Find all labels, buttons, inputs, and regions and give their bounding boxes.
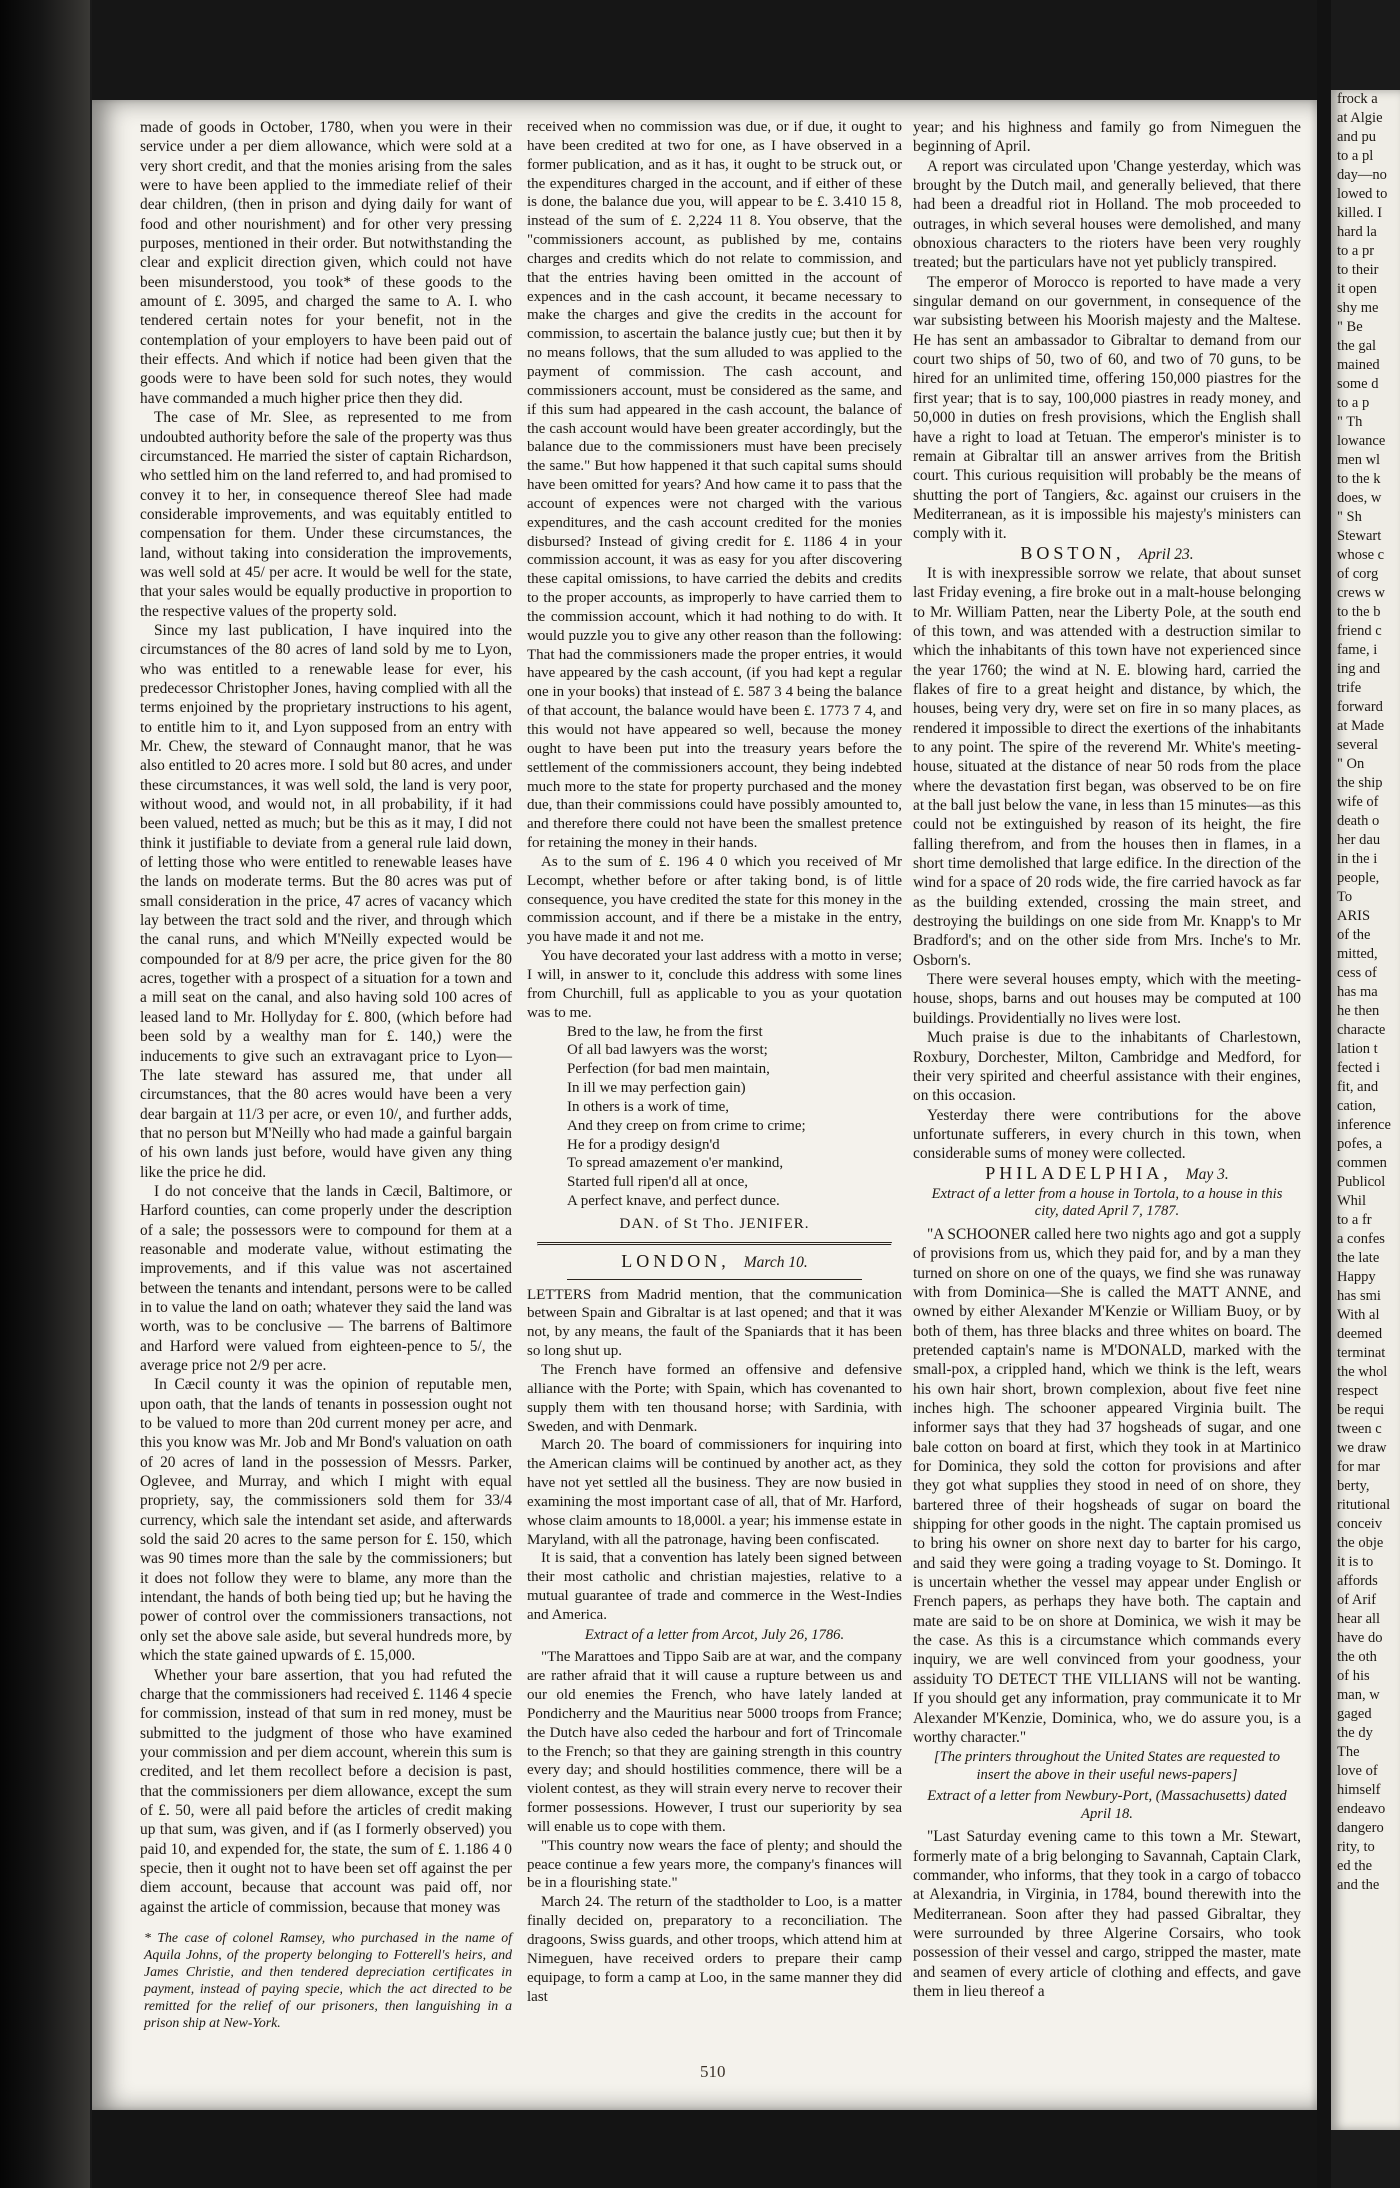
edge-text-fragment: respect	[1337, 1383, 1379, 1399]
edge-text-fragment: for mar	[1337, 1459, 1381, 1475]
paragraph: "The Marattoes and Tippo Saib are at war, and the company are rather afraid that it will cause a rupture between us and our old enemies the French, who have lately landed at Pondicherry and the Mauritius near 5000 troops from France; the Dutch have also ceded the harbour and fort of Trincomale to the French; so that they are gaining strength in this country every day; and should hostilities commence, there will be a violent contest, as they will strain every nerve to recover their former possessions. However, I trust our superiority by sea will enable us to cope with them.	[527, 1649, 902, 1835]
edge-text-fragment: fected i	[1337, 1060, 1381, 1076]
book-spine-shadow	[0, 0, 90, 2188]
edge-text-fragment: and the	[1337, 1877, 1380, 1893]
edge-text-fragment: lowed to	[1337, 186, 1388, 202]
paragraph: There were several houses empty, which with the meeting-house, shops, barns and out houses may be computed at 100 buildings. Providentially no lives were lost.	[913, 971, 1301, 1027]
edge-text-fragment: ARIS	[1337, 908, 1371, 924]
edge-text-fragment: pofes, a	[1337, 1136, 1383, 1152]
edge-text-fragment: fame, i	[1337, 642, 1378, 658]
section-rule	[537, 1242, 892, 1246]
edge-text-fragment: to a pr	[1337, 243, 1375, 259]
edge-text-fragment: wife of	[1337, 794, 1379, 810]
dateline-place: PHILADELPHIA,	[985, 1162, 1172, 1183]
edge-text-fragment: berty,	[1337, 1478, 1370, 1494]
edge-text-fragment: has ma	[1337, 984, 1378, 1000]
paragraph: It is said, that a convention has lately been signed between their most catholic and christian majesties, relative to a mutual guarantee of trade and commerce in the West-Indies and America.	[527, 1550, 902, 1623]
dateline-place: BOSTON,	[1020, 542, 1125, 563]
edge-text-fragment: a confes	[1337, 1231, 1385, 1247]
edge-text-fragment: it is to	[1337, 1554, 1374, 1570]
paragraph: "This country now wears the face of plenty; and should the peace continue a few years more, the company's finances will be in a flourishing state."	[527, 1837, 902, 1892]
verse-line: He for a prodigy design'd	[567, 1136, 720, 1153]
edge-text-fragment: cess of	[1337, 965, 1377, 981]
edge-text-fragment: With al	[1337, 1307, 1380, 1323]
edge-text-fragment: to the k	[1337, 471, 1381, 487]
edge-text-fragment: The	[1337, 1744, 1360, 1760]
footnote: * The case of colonel Ramsey, who purchased in the name of Aquila Johns, of the property belonging to Fotterell's heirs, and James Christie, and then tendered depreciation certificates in payment, instead of paying specie, which the act directed to be remitted for the relief of our prisoners, then languishing in a prison ship at New-York.	[144, 1929, 512, 2030]
edge-text-fragment: fit, and	[1337, 1079, 1379, 1095]
paragraph: LETTERS from Madrid mention, that the communication between Spain and Gibraltar is at last opened; and that it was not, by any means, the fault of the Spaniards that it has been so long shut up.	[527, 1286, 902, 1360]
edge-text-fragment: day—no	[1337, 167, 1387, 183]
edge-text-fragment: conceiv	[1337, 1516, 1383, 1532]
edge-text-fragment: lowance	[1337, 433, 1386, 449]
edge-text-fragment: be requi	[1337, 1402, 1385, 1418]
edge-text-fragment: of his	[1337, 1668, 1370, 1684]
scan-bottom-margin	[92, 2110, 1317, 2188]
scan-top-margin	[92, 0, 1317, 100]
dateline-date: April 23.	[1138, 545, 1194, 563]
edge-text-fragment: Whil	[1337, 1193, 1366, 1209]
paragraph: It is with inexpressible sorrow we relate, that about sunset last Friday evening, a fire broke out in a malt-house belonging to Mr. William Patten, near the Liberty Pole, at the south end of this town, and was attended with a destruction similar to which the inhabitants of this town have not experienced since the year 1760; the wind at N. E. blowing hard, carried the flakes of fire to a great height and distance, by which, the houses, being very dry, were set on fire in so many places, as rendered it impossible to direct the exertions of the inhabitants to any point. The spire of the reverend Mr. White's meeting-house, situated at the distance of near 50 rods from the place where the devastation first began, was observed to be on fire at the ball just below the vane, in less than 15 minutes—as this could not be extinguished by reason of its height, the fire falling therefrom, and from the houses then in flames, in a short time demolished that large edifice. In the direction of the wind for a space of 20 rods wide, the fire carried havock as far as the building extended, crossing the main street, and destroying the buildings on one side from Mr. Knapp's to Mr Bradford's; and on the other side from Mrs. Inche's to Mr. Osborn's.	[913, 564, 1301, 969]
paragraph: received when no commission was due, or if due, it ought to have been credited at two for one, as I have observed in a former publication, and as it has, it ought to be struck out, or the expenditures charged in the account, and if either of these is done, the balance due you, will appear to be £. 3.410 15 8, instead of the sum of £. 2,224 11 8. You observe, that the "commissioners account, as published by me, contains charges and credits which do not relate to commission, and that the entries having been omitted in the account of expences and in the cash account, it became necessary to make the charges and give the credits in the account for commission, to ascertain the balance justly cue; but then it by no means follows, that the sum alluded to was applied to the payment of commission. The cash account, and commissioners account, must be considered as the same, and if this sum had appeared in the cash account, the balance of the cash account would have been greater accordingly, but the balance due to the commissioners must have been precisely the same." But how happened it that such capital sums should have been omitted for years? And how came it to pass that the account of expences were not charged with the various expenditures, and the cash account credited for the monies disbursed? Instead of giving credit for £. 1186 4 in your commission account, it was as easy for you after discovering these capital omissions, to have carried the debits and credits to the proper accounts, as improperly to have carried them to the commission account, which it had nothing to do with. It would puzzle you to give any other reason than the following: That had the commissioners made the proper entries, it would have appeared by the cash account, (if you had kept a regular one in your books) that instead of £. 587 3 4 being the balance of that account, the balance would have been £. 1773 7 4, and this would not have appeared so well, because the money ought to have been put into the treasury years before the settlement of the commissioners account, they being indebted much more to the state for property purchased and the money due, than their commissions could have possibly amounted to, and therefore there could not have been the smallest pretence for retaining the money in their hands.	[527, 119, 902, 852]
edge-text-fragment: crews w	[1337, 585, 1385, 601]
edge-text-fragment: deemed	[1337, 1326, 1383, 1342]
edge-text-fragment: love of	[1337, 1763, 1378, 1779]
edge-text-fragment: friend c	[1337, 623, 1382, 639]
dateline-london	[527, 1252, 902, 1273]
edge-text-fragment: we draw	[1337, 1440, 1387, 1456]
edge-text-fragment: To	[1337, 889, 1353, 905]
edge-text-fragment: her dau	[1337, 832, 1381, 848]
edge-text-fragment: " On	[1337, 756, 1365, 772]
edge-text-fragment: rity, to	[1337, 1839, 1375, 1855]
short-rule	[567, 1279, 862, 1280]
edge-text-fragment: to a p	[1337, 395, 1370, 411]
verse-line: Started full ripen'd all at once,	[567, 1174, 748, 1191]
column-1	[140, 118, 512, 2031]
edge-text-fragment: and pu	[1337, 129, 1377, 145]
edge-text-fragment: at Algie	[1337, 110, 1383, 126]
edge-text-fragment: several	[1337, 737, 1379, 753]
edge-text-fragment: the obje	[1337, 1535, 1384, 1551]
verse-line: To spread amazement o'er mankind,	[567, 1155, 784, 1172]
verse-line: In others is a work of time,	[567, 1098, 730, 1115]
edge-text-fragment: the whol	[1337, 1364, 1388, 1380]
paragraph: year; and his highness and family go from Nimeguen the beginning of April.	[913, 119, 1301, 156]
edge-text-fragment: the oth	[1337, 1649, 1377, 1665]
edge-text-fragment: of Arif	[1337, 1592, 1377, 1608]
edge-text-fragment: to a fr	[1337, 1212, 1372, 1228]
paragraph: The case of Mr. Slee, as represented to me from undoubted authority before the sale of the property was thus circumstanced. He married the sister of captain Richardson, who settled him on the land referred to, and had promised to convey it to her, in consequence thereof Slee had made considerable improvements, and was equitably entitled to compensation for them. Under these circumstances, the land, without taking into consideration the improvements, was well sold at 45/ per acre. It would be well for the state, that your sales would be equally productive in proportion to the respective values of the property sold.	[140, 409, 512, 620]
verse-line: A perfect knave, and perfect dunce.	[567, 1193, 780, 1210]
paragraph: Since my last publication, I have inquired into the circumstances of the 80 acres of land sold by me to Lyon, who was entitled to a renewable lease for ever, his predecessor Christopher Jones, having complied with all the terms enjoined by the proprietary instructions to his agent, to entitle him to it, and Lyon supposed from an entry with Mr. Chew, the steward of Connaught manor, that he was also entitled to 20 acres more. I sold but 80 acres, and under these circumstances, it was well sold, the land is very poor, without wood, and would not, in all probability, if it had been valued, netted as much; but be this as it may, I did not think it justifiable to deviate from a general rule laid down, of letting those who were entitled to renewable leases have the lands on moderate terms. But the 80 acres was put of small consideration in the price, 47 acres of vacancy which lay between the tract sold and the river, and through which the canal runs, and which M'Neilly expected would be compounded for at 8/9 per acre, the price given for the 80 acres, together with a prospect of a situation for a town and a mill seat on the canal, and also having sold 100 acres of leased land to Mr. Hollyday for £. 800, (which before had been sold by a wealthy man for £. 140,) were the inducements to give such an extravagant price to Lyon—The late steward has assured me, that under all circumstances, that the 80 acres would have been a very dear bargain at 11/3 per acre, or even 10/, and further adds, that no person but M'Neilly who had made a gainful bargain of his own lands just before, would have given any thing like the price he did.	[140, 621, 512, 1181]
edge-text-fragment: Publicol	[1337, 1174, 1386, 1190]
edge-text-fragment: man, w	[1337, 1687, 1380, 1703]
paragraph: I do not conceive that the lands in Cæcil, Baltimore, or Harford counties, can come properly under the description of a sale; the possessors were to compound for them at a reasonable and moderate value, without estimating the improvements, and if this value was not ascertained between the tenants and intendant, persons were to be called in to value the land on oath; whatever they said the land was worth, was to be conclusive — The barrens of Baltimore and Harford were valued from eighteen-pence to 5/, the average price not 2/9 per acre.	[140, 1182, 512, 1374]
edge-text-fragment: " Sh	[1337, 509, 1362, 525]
edge-text-fragment: it open	[1337, 281, 1377, 297]
paragraph: The emperor of Morocco is reported to have made a very singular demand on our government, in consequence of the war subsisting between his Moorish majesty and the Maltese. He has sent an ambassador to Gibraltar to demand from our court two ships of 50, two of 60, and two of 70 guns, to be hired for an unlimited time, offering 150,000 piastres for the first year; that is to say, 100,000 piastres in ready money, and 50,000 in duties on fresh provisions, which the English shall have a right to load at Tetuan. The emperor's minister is to remain at Gibraltar till an answer arrives from the British court. This curious requisition will probably be the means of shutting the port of Tangiers, &c. against our cruisers in the Mediterranean, as it is impossible his majesty's ministers can comply with it.	[913, 273, 1301, 543]
paragraph: Much praise is due to the inhabitants of Charlestown, Roxbury, Dorchester, Milton, Cambridge and Medford, for their very spirited and cheerful assistance with their engines, on this occasion.	[913, 1029, 1301, 1105]
paragraph: In Cæcil county it was the opinion of reputable men, upon oath, that the lands of tenants in possession ought not to be valued to more than 20d current money per acre, and this you know was Mr. Job and Mr Bond's valuation on oath of 20 acres of land in the possession of Messrs. Parker, Oglevee, and Murray, and which I might with equal propriety, say, the commissioners sold them for 33/4 currency, which sale the intendant set aside, and afterwards sold the said 20 acres to the same person for £. 150, which was 90 times more than the sale by the commissioners; but it does not follow they were to blame, any more than the intendant, the hands of both being tied up; but he having the power of control over the commissioners transactions, not only set the above sale aside, but several hundreds more, by which the state gained upwards of £. 15,000.	[140, 1376, 512, 1665]
paragraph: You have decorated your last address with a motto in verse; I will, in answer to it, conclude this address with some lines from Churchill, full as applicable to you as your quotation was to me.	[527, 948, 902, 1021]
edge-text-fragment: tween c	[1337, 1421, 1382, 1437]
edge-text-fragment: forward	[1337, 699, 1383, 715]
paragraph: A report was circulated upon 'Change yesterday, which was brought by the Dutch mail, and generally believed, that there had been a dreadful riot in Holland. The mob proceeded to outrages, in which several houses were demolished, and many obnoxious characters to the rioters have been very roughly treated; but the particulars have not yet publicly transpired.	[913, 157, 1301, 272]
paragraph: March 20. The board of commissioners for inquiring into the American claims will be continued by another act, as they have not yet settled all the business. They are now busied in examining the most important case of all, that of Mr. Harford, whose claim amounts to 18,000l. a year; his immense estate in Maryland, with all the patronage, having been confiscated.	[527, 1437, 902, 1548]
edge-text-fragment: in the i	[1337, 851, 1378, 867]
page-number: 510	[700, 2062, 726, 2081]
paragraph: Yesterday there were contributions for the above unfortunate sufferers, in every church in this town, when considerable sums of money were collected.	[913, 1106, 1301, 1163]
edge-text-fragment: ed the	[1337, 1858, 1373, 1874]
edge-text-fragment: have do	[1337, 1630, 1383, 1646]
edge-text-fragment: Stewart	[1337, 528, 1382, 544]
edge-text-fragment: commen	[1337, 1155, 1387, 1171]
paragraph: made of goods in October, 1780, when you were in their service under a per diem allowance, which were sold at a very short credit, and that the monies arising from the sales were to have been applied to the immediate relief of their dear children, (then in prison and dying daily for want of food and other nourishment) and for other very pressing purposes, mentioned in their order. But notwithstanding the clear and explicit direction given, which could not have been misunderstood, you took* of these goods to the amount of £. 3095, and charged the same to A. I. who tendered certain notes for your benefit, not in the contemplation of your employers to have been paid out of their effects. And which if notice had been given that the goods were to have been sold for such notes, they would have commanded a much higher price then they did.	[140, 119, 512, 407]
column-2	[527, 118, 902, 2006]
edge-text-fragment: ing and	[1337, 661, 1381, 677]
paragraph: Whether your bare assertion, that you had refuted the charge that the commissioners had received £. 1146 4 specie for commission, instead of that sum in red money, must be submitted to the judgment of those who have examined your commission and per diem account, wherein this sum is credited, and let them recollect before a decision is past, that the commissioners per diem allowance, except the sum of £. 50, were all paid before the articles of credit making up that sum, was given, and if (as I formerly observed) you paid 10, and expended for, the state, the sum of £. 1.186 4 0 specie, then it ought not to have been set off against the per diem account, because that account was paid off, nor against the article of commission, because that money was	[140, 1666, 512, 1916]
page-gutter	[1317, 0, 1331, 2188]
column-3	[913, 118, 1301, 2001]
extract-heading: Extract of a letter from a house in Tortola, to a house in this city, dated April 7, 1787.	[931, 1185, 1283, 1220]
edge-text-fragment: the ship	[1337, 775, 1383, 791]
edge-text-fragment: mained	[1337, 357, 1380, 373]
edge-text-fragment: he then	[1337, 1003, 1380, 1019]
edge-text-fragment: gaged	[1337, 1706, 1372, 1722]
verse-line: Perfection (for bad men maintain,	[567, 1061, 770, 1078]
dateline-boston	[913, 544, 1301, 564]
adjacent-page-edge	[1331, 90, 1400, 2130]
verse-line: Bred to the law, he from the first	[567, 1023, 763, 1040]
edge-text-fragment: men wl	[1337, 452, 1381, 468]
edge-text-fragment: the gal	[1337, 338, 1377, 354]
dateline-place: LONDON,	[621, 1250, 730, 1271]
edge-text-fragment: mitted,	[1337, 946, 1378, 962]
paragraph: "A SCHOONER called here two nights ago and got a supply of provisions from us, which they paid for, and by a man they turned on shore on one of the quays, we find she was runaway with from Dominica—She is called the MATT ANNE, and owned by either Alexander M'Kenzie or William Buoy, or by both of them, has three blacks and three whites on board. The pretended captain's name is M'DONALD, marked with the small-pox, a crippled hand, which we think is the left, wears his own hair short, brown complexion, about five feet nine inches high. The schooner appeared Virginia built. The informer says that they had 37 hogsheads of sugar, and one bale cotton on board at first, which they took in at Martinico for Dominica, they sold the cotton for provisions and after they got what supplies they stood in need of on shore, they bartered three of their hogsheads of sugar on board the shipping for other goods in the night. The captain promised us to bring his owner on shore next day to barter for his cargo, and said they were going a trading voyage to St. Domingo. It is uncertain whether the vessel may appear under English or French papers, as perhaps they have both. The captain and mate are said to be on shore at Dominica, we wish it may be the case. As this is a circumstance which commands every inquiry, we are well convinced from your goodness, your assiduity TO DETECT THE VILLIANS will not be wanting. If you should get any information, pray communicate it to Mr Alexander M'Kenzie, Dominica, who, we do assure you, is a worthy character."	[913, 1225, 1301, 1746]
edge-text-fragment: " Th	[1337, 414, 1363, 430]
edge-text-fragment: affords	[1337, 1573, 1378, 1589]
edge-text-fragment: whose c	[1337, 547, 1385, 563]
edge-text-fragment: to their	[1337, 262, 1379, 278]
dateline-philadelphia	[913, 1164, 1301, 1184]
edge-text-fragment: shy me	[1337, 300, 1379, 316]
edge-text-fragment: inference	[1337, 1117, 1391, 1133]
edge-text-fragment: some d	[1337, 376, 1379, 392]
edge-text-fragment: hard la	[1337, 224, 1377, 240]
edge-text-fragment: of the	[1337, 927, 1371, 943]
edge-text-fragment: endeavo	[1337, 1801, 1386, 1817]
dateline-date: May 3.	[1185, 1165, 1229, 1183]
paragraph: The French have formed an offensive and defensive alliance with the Porte; with Spain, which has covenanted to supply them with ten thousand horse; with Sardinia, with Sweden, and with Denmark.	[527, 1362, 902, 1435]
edge-text-fragment: cation,	[1337, 1098, 1377, 1114]
verse-line: In ill we may perfection gain)	[567, 1080, 746, 1097]
edge-text-fragment: people,	[1337, 870, 1380, 886]
edge-text-fragment: to a pl	[1337, 148, 1374, 164]
paragraph: As to the sum of £. 196 4 0 which you received of Mr Lecompt, whether before or after taking bond, is of little consequence, you have credited the state for this money in the commission account, and if there be a mistake in the entry, you have made it and not me.	[527, 853, 902, 946]
verse-block	[527, 1023, 902, 1211]
paragraph: March 24. The return of the stadtholder to Loo, is a matter finally decided on, preparatory to a reconciliation. The dragoons, Swiss guards, and other troops, which attend him at Nimeguen, have received orders to prepare their camp equipage, to form a camp at Loo, in the same manner they did last	[527, 1894, 902, 2005]
signature: DAN. of St Tho. JENIFER.	[619, 1215, 810, 1232]
edge-text-fragment: terminat	[1337, 1345, 1386, 1361]
edge-text-fragment: Happy	[1337, 1269, 1376, 1285]
printers-notice: [The printers throughout the United States are requested to insert the above in their useful news-papers]	[933, 1749, 1281, 1783]
edge-text-fragment: trife	[1337, 680, 1362, 696]
edge-text-fragment: the late	[1337, 1250, 1380, 1266]
edge-text-fragment: himself	[1337, 1782, 1381, 1798]
edge-text-fragment: killed. I	[1337, 205, 1383, 221]
edge-text-fragment: frock a	[1337, 91, 1378, 107]
edge-text-fragment: hear all	[1337, 1611, 1381, 1627]
edge-text-fragment: ritutional	[1337, 1497, 1391, 1513]
edge-text-fragment: has smi	[1337, 1288, 1381, 1304]
edge-text-fragment: death o	[1337, 813, 1380, 829]
verse-line: And they creep on from crime to crime;	[567, 1117, 806, 1134]
edge-text-fragment: does, w	[1337, 490, 1382, 506]
edge-text-fragment: characte	[1337, 1022, 1386, 1038]
edge-text-fragment: dangero	[1337, 1820, 1384, 1836]
dateline-date: March 10.	[743, 1253, 808, 1271]
edge-text-fragment: to the b	[1337, 604, 1381, 620]
paragraph: "Last Saturday evening came to this town a Mr. Stewart, formerly mate of a brig belonging to Savannah, Captain Clark, commander, who informs, that they took in a cargo of tobacco at Alexandria, in Virginia, in 1784, bound therewith into the Mediterranean. Soon after they had passed Gibraltar, they were surrounded by three Algerine Corsairs, who took possession of their vessel and cargo, stripped the master, mate and seamen of every article of clothing and effects, and gave them in lieu thereof a	[913, 1828, 1301, 2000]
extract-heading: Extract of a letter from Arcot, July 26, 1786.	[584, 1626, 845, 1643]
edge-text-fragment: lation t	[1337, 1041, 1378, 1057]
extract-heading: Extract of a letter from Newbury-Port, (Massachusetts) dated April 18.	[927, 1788, 1287, 1822]
edge-text-fragment: " Be	[1337, 319, 1363, 335]
edge-text-fragment: at Made	[1337, 718, 1385, 734]
edge-text-fragment: of corg	[1337, 566, 1379, 582]
edge-text-fragment: the dy	[1337, 1725, 1373, 1741]
verse-line: Of all bad lawyers was the worst;	[567, 1042, 768, 1059]
